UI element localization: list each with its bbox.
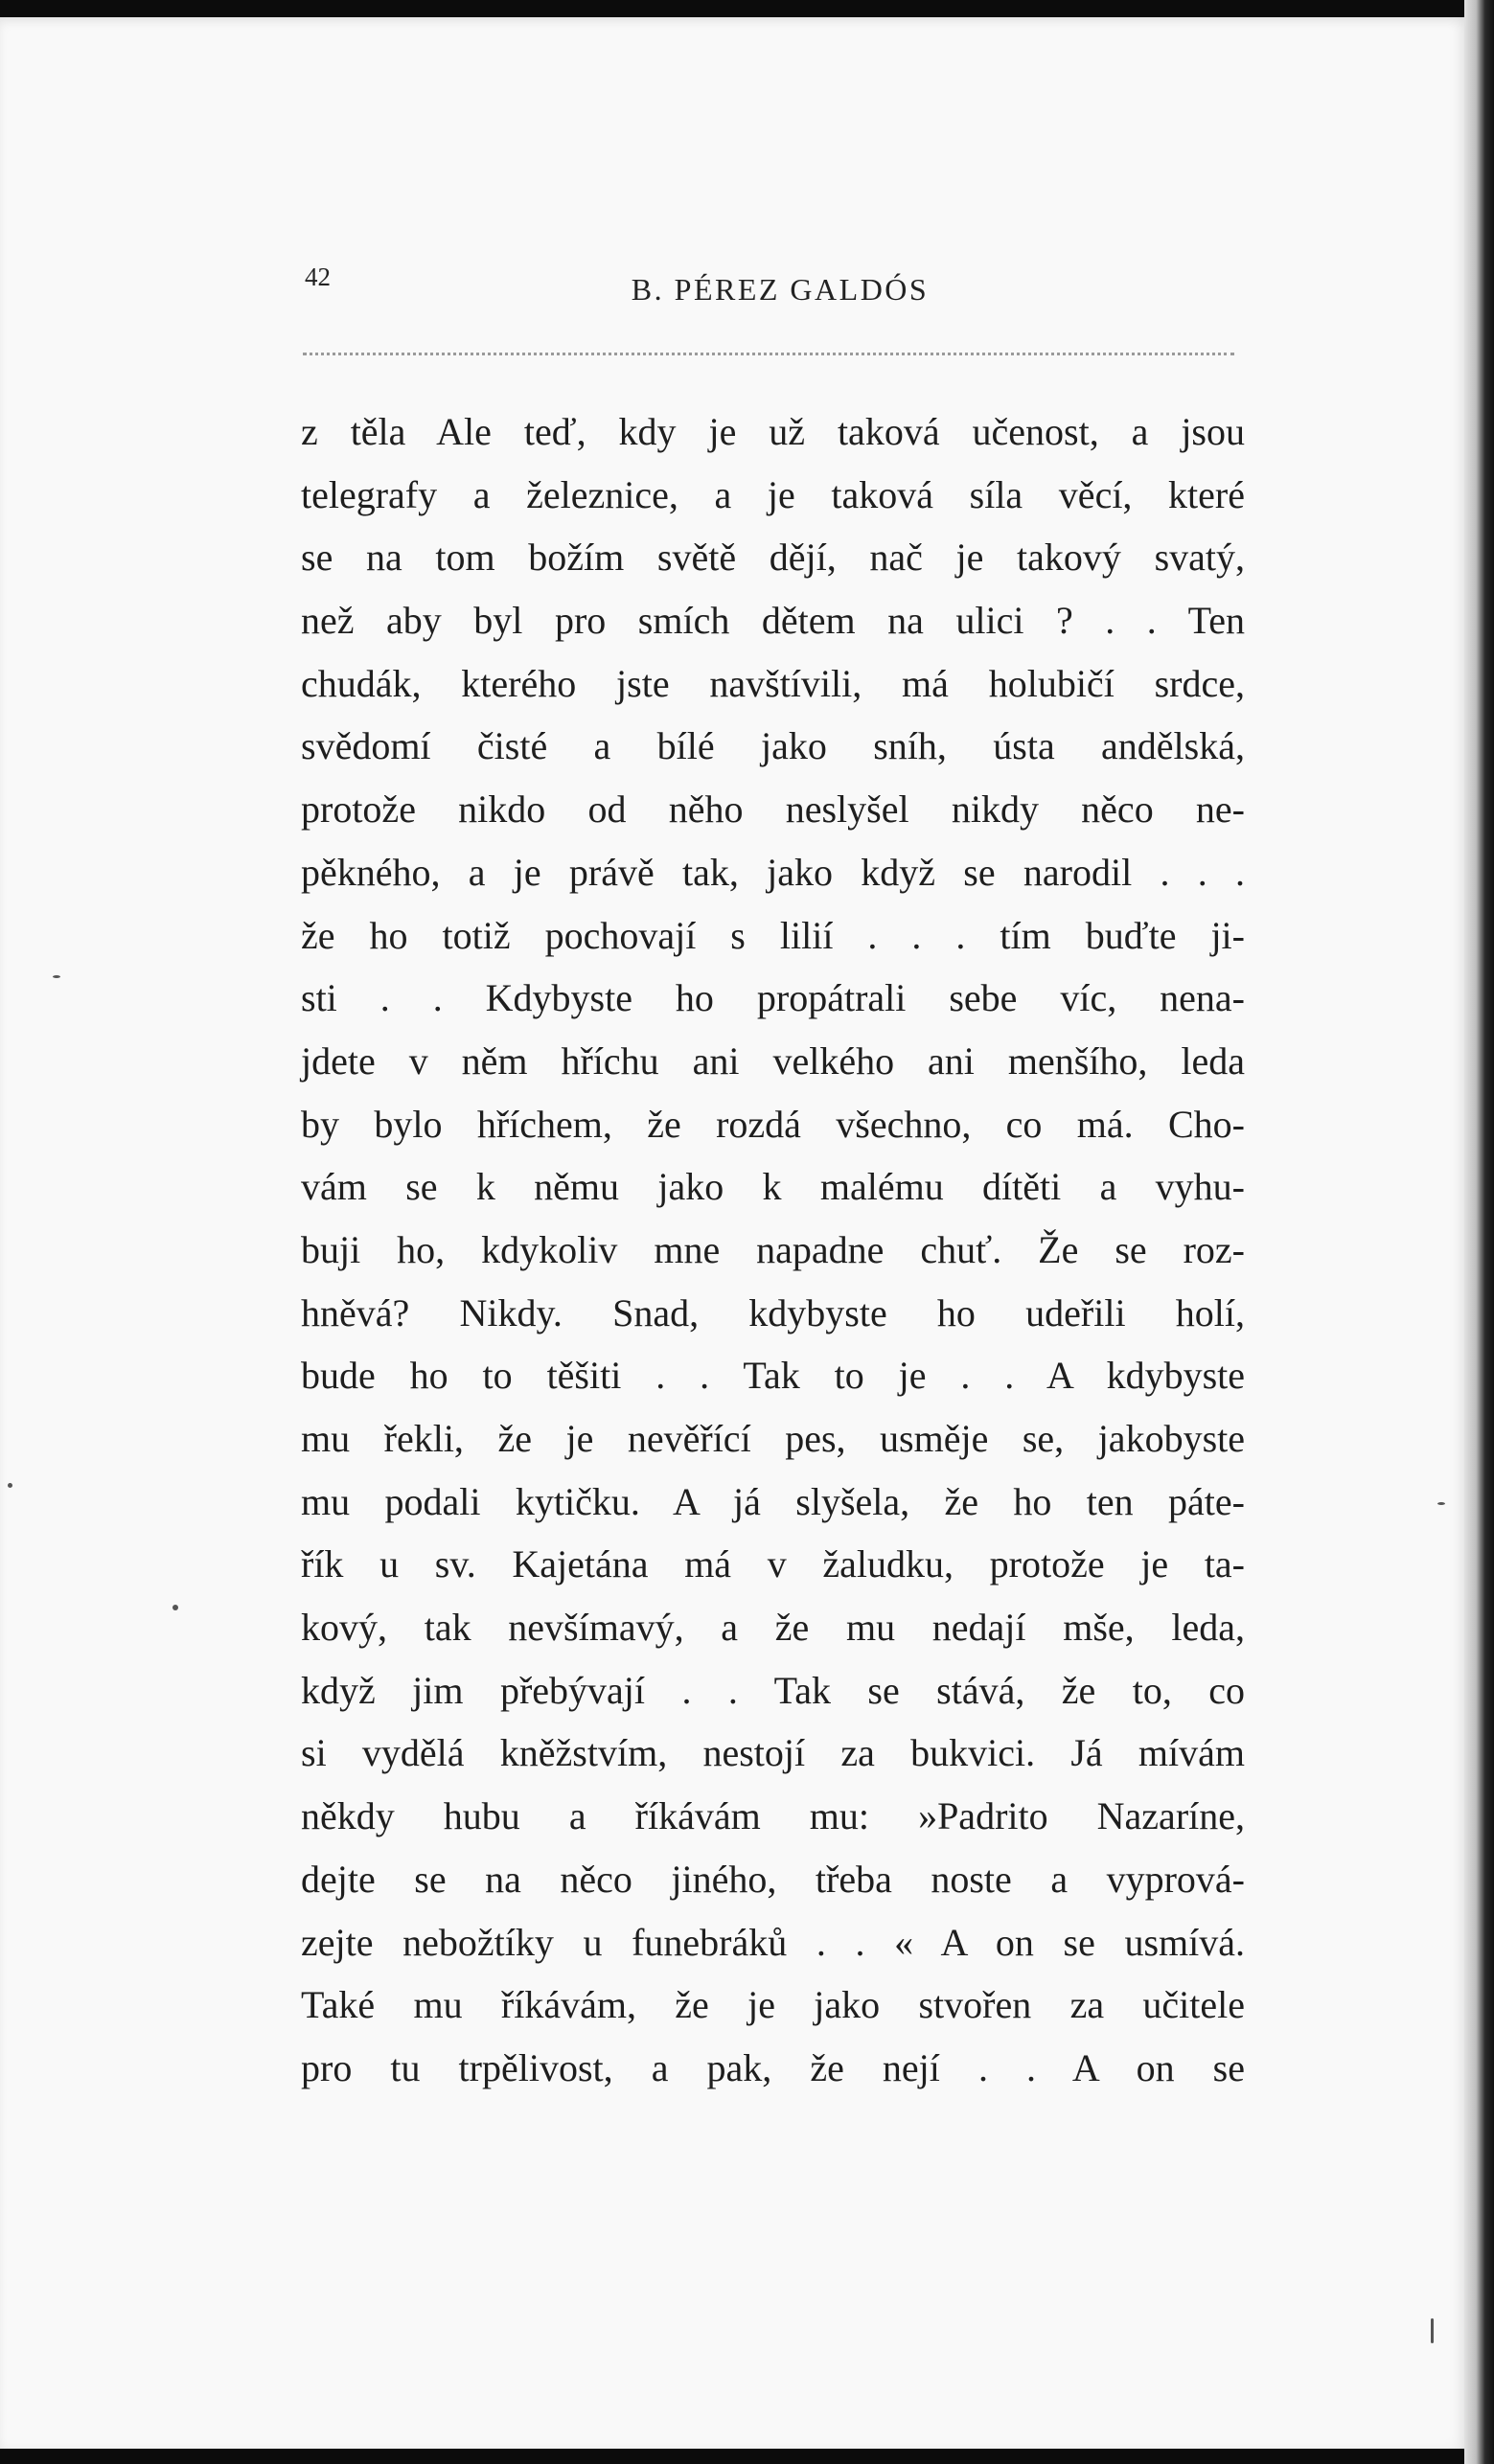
text-line: sti . . Kdybyste ho propátrali sebe víc, nena- [301,976,1245,1020]
text-line: buji ho, kdykoliv mne napadne chuť. Že se roz- [301,1227,1245,1271]
page-header [305,261,1244,318]
running-head: B. PÉREZ GALDÓS [631,272,930,307]
text-line: svědomí čisté a bílé jako sníh, ústa andělská, [301,724,1245,768]
text-line: mu řekli, že je nevěřící pes, usměje se, jakobyste [301,1417,1245,1460]
text-line: hněvá? Nikdy. Snad, kdybyste ho udeřili holí, [301,1290,1245,1335]
text-line: dejte se na něco jiného, třeba noste a vyprová- [301,1857,1245,1901]
text-line: protože nikdo od něho neslyšel nikdy něco ne- [301,787,1245,832]
text-line: chudák, kterého jste navštívili, má holubičí srdce, [301,661,1245,705]
text-line: kový, tak nevšímavý, a že mu nedají mše, leda, [301,1606,1245,1650]
text-line: když jim přebývají . . Tak se stává, že to, co [301,1668,1245,1712]
scan-speck [172,1605,178,1610]
text-line: se na tom božím světě dějí, nač je takový svatý, [301,536,1245,580]
text-line: jdete v něm hříchu ani velkého ani menšího, leda [301,1038,1245,1083]
text-line: by bylo hříchem, že rozdá všechno, co má. Cho- [301,1102,1245,1146]
text-line: pro tu trpělivost, a pak, že nejí . . A on se [301,2045,1245,2089]
text-line: zejte nebožtíky u funebráků . . « A on se usmívá. [301,1920,1245,1964]
page-binding-edge [1464,0,1494,2464]
scan-speck [1437,1502,1445,1505]
scan-speck [8,1483,12,1488]
body-text [301,400,1245,2100]
scan-speck [1431,2318,1434,2343]
text-line: Také mu říkávám, že je jako stvořen za učitele [301,1983,1245,2027]
text-line: telegrafy a železnice, a je taková síla věcí, které [301,472,1245,516]
text-line: z těla Ale teď, kdy je už taková učenost, a jsou [301,410,1245,453]
text-line: než aby byl pro smích dětem na ulici ? . . Ten [301,599,1245,643]
text-line: si vydělá kněžstvím, nestojí za bukvici. Já mívám [301,1731,1245,1775]
text-line: vám se k němu jako k malému dítěti a vyhu- [301,1165,1245,1209]
text-line: někdy hubu a říkávám mu: »Padrito Nazaríne, [301,1794,1245,1838]
page-number: 42 [305,262,331,291]
text-line: pěkného, a je právě tak, jako když se narodil . . . [301,850,1245,894]
text-line: mu podali kytičku. A já slyšela, že ho ten páte- [301,1479,1245,1523]
text-line: že ho totiž pochovají s lilií . . . tím buďte ji- [301,913,1245,957]
scan-speck [53,975,60,978]
text-line: bude ho to těšiti . . Tak to je . . A kdybyste [301,1354,1245,1398]
header-rule [303,353,1234,355]
text-line: řík u sv. Kajetána má v žaludku, protože je ta- [301,1542,1245,1586]
